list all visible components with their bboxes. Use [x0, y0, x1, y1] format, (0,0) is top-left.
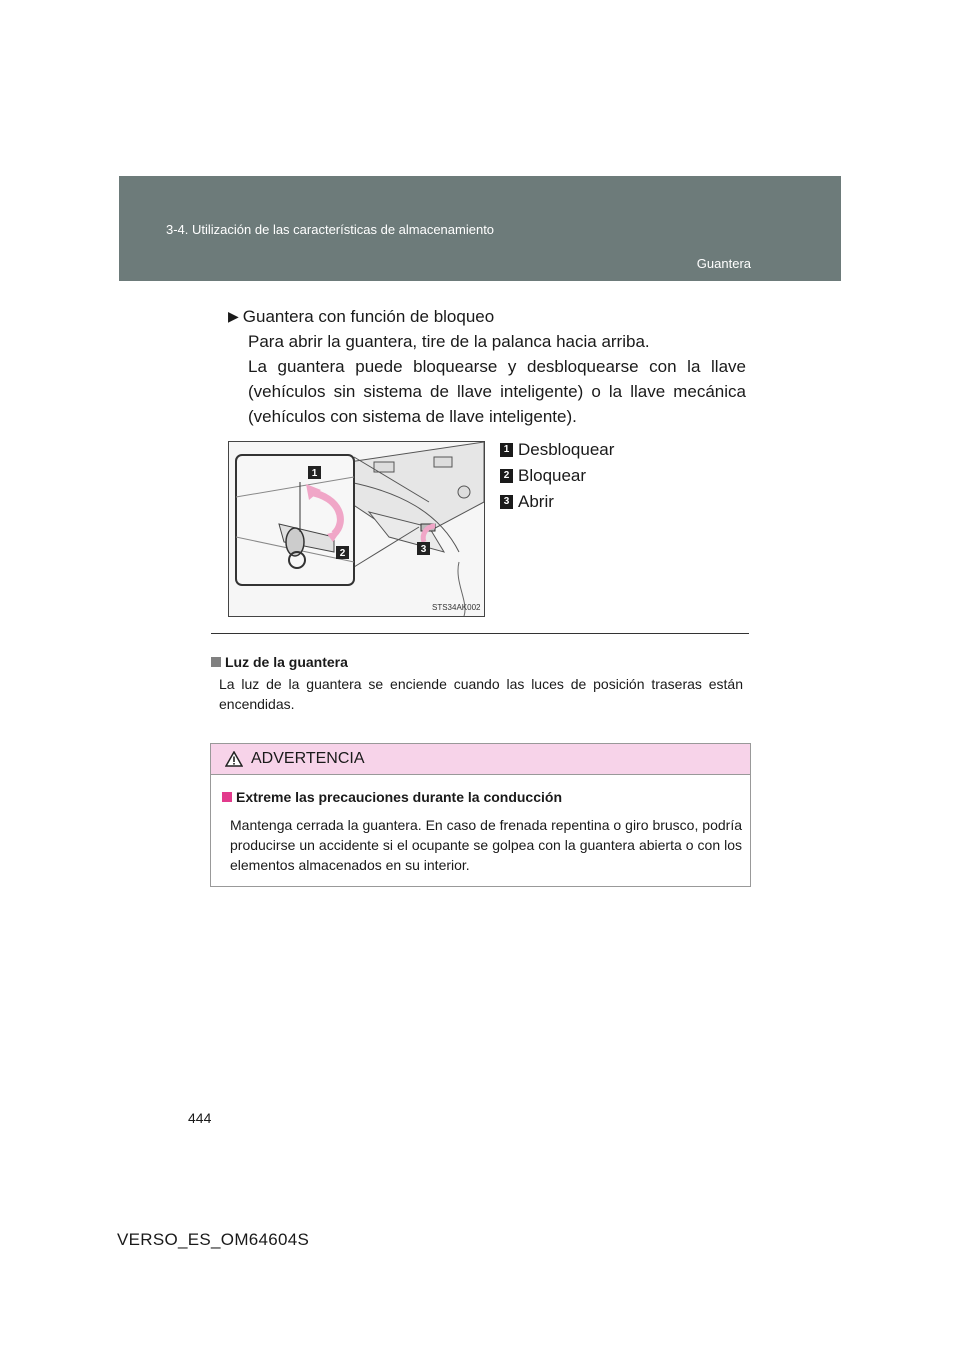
- legend-item: [500, 437, 614, 463]
- figure-legend: [500, 437, 614, 515]
- legend-item: [500, 489, 614, 515]
- square-bullet-icon: [222, 792, 232, 802]
- section-title: 3-4. Utilización de las características de almacenamiento: [166, 222, 495, 237]
- warning-box: [210, 743, 751, 887]
- note-title: [211, 652, 743, 672]
- legend-item: [500, 463, 614, 489]
- warning-header: [211, 744, 750, 775]
- legend-number-badge: 3: [500, 495, 513, 509]
- document-id: VERSO_ES_OM64604S: [117, 1230, 310, 1249]
- warning-triangle-icon: [225, 751, 243, 767]
- callout-2: 2: [339, 548, 346, 559]
- warning-title: [222, 787, 742, 807]
- intro-heading-text: Guantera con función de bloqueo: [242, 307, 495, 326]
- note-title-text: Luz de la guantera: [225, 654, 348, 670]
- legend-number-badge: 1: [500, 443, 513, 457]
- note-block: [211, 652, 743, 714]
- chapter-title: Guantera: [696, 256, 751, 271]
- intro-block: [228, 304, 746, 429]
- legend-label: Desbloquear: [518, 440, 615, 459]
- warning-body: [211, 775, 750, 875]
- page-number: 444: [188, 1110, 212, 1126]
- warning-label: ADVERTENCIA: [251, 750, 365, 767]
- intro-paragraph-1: Para abrir la guantera, tire de la palanca hacia arriba.: [248, 332, 650, 351]
- page-header: [119, 176, 841, 281]
- section-divider: [211, 633, 749, 634]
- intro-heading: [228, 304, 746, 329]
- figure-code: STS34AK002: [432, 603, 481, 612]
- callout-3: 3: [420, 544, 427, 555]
- legend-number-badge: 2: [500, 469, 513, 483]
- intro-paragraph-2: La guantera puede bloquearse y desbloquearse con la llave (vehículos sin sistema de llave inteligente) o la llave mecánica (vehículos con sistema de llave inteligente).: [248, 357, 746, 426]
- triangle-bullet-icon: ▶: [228, 308, 239, 324]
- warning-text: Mantenga cerrada la guantera. En caso de frenada repentina o giro brusco, podría producirse un accidente si el ocupante se golpea con la guantera abierta o con los elementos almacenados en su interior.: [230, 817, 742, 873]
- square-bullet-icon: [211, 657, 221, 667]
- legend-label: Abrir: [518, 492, 554, 511]
- legend-label: Bloquear: [518, 466, 587, 485]
- warning-title-text: Extreme las precauciones durante la conducción: [236, 789, 562, 805]
- callout-1: 1: [311, 468, 318, 479]
- glovebox-drawing: [229, 442, 484, 616]
- note-text: La luz de la guantera se enciende cuando las luces de posición traseras están encendidas.: [219, 676, 743, 712]
- glovebox-illustration: [228, 441, 485, 617]
